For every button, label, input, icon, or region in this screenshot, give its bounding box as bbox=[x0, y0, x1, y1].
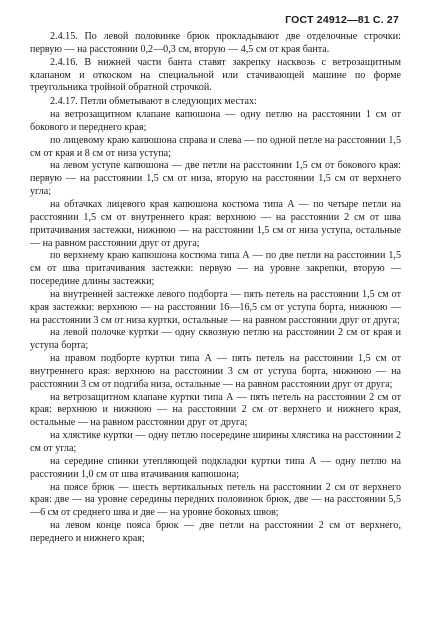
list-item: на ветрозащитном клапане куртки типа А — пять петель на расстоянии 2 см от края: верхнюю и нижнюю — на расстоянии 2 см от верхнего и нижнего края, остальные — на равном расстоянии друг от друга; bbox=[30, 391, 401, 429]
running-head: ГОСТ 24912—81 С. 27 bbox=[285, 14, 399, 26]
list-item: на левом уступе капюшона — две петли на расстоянии 1,5 см от бокового края: первую — на расстоянии 1,5 см от низа, вторую на расстоянии 1,5 см от верхнего угла; bbox=[30, 160, 401, 198]
list-item: по верхнему краю капюшона костюма типа А — по две петли на расстоянии 1,5 см от шва притачивания застежки: первую — на уровне закрепки, вторую — посередине длины застежки; bbox=[30, 250, 401, 288]
list-item: на ветрозащитном клапане капюшона — одну петлю на расстоянии 1 см от бокового и переднего края; bbox=[30, 109, 401, 133]
list-item: на хлястике куртки — одну петлю посередине ширины хлястика на расстоянии 2 см от угла; bbox=[30, 430, 401, 454]
body-text bbox=[30, 31, 401, 546]
list-item: на правом подборте куртки типа А — пять петель на расстоянии 1,5 см от внутреннего края: верхнюю на расстоянии 3 см от уступа борта, нижнюю — на расстоянии 3 см от подгиба низа, остальные — на равном расстоянии друг от друга; bbox=[30, 353, 401, 390]
list-item: на внутренней застежке левого подборта — пять петель на расстоянии 1,5 см от края застежки: верхнюю — на расстоянии 16—16,5 см от уступа борта, нижнюю — на расстоянии 3 см от низа куртки, остальные — на равном расстоянии друг от друга; bbox=[30, 288, 401, 326]
list-item: на обтачках лицевого края капюшона костюма типа А — по четыре петли на расстоянии 1,5 см от внутреннего края: верхнюю — на расстоянии 2 см от шва притачивания застежки, нижнюю — на расстоянии 1,5 см от низа уступа, остальные — на равном расстоянии друг от друга; bbox=[30, 198, 401, 249]
list-item: на левом конце пояса брюк — две петли на расстоянии 2 см от верхнего, переднего и нижнего края; bbox=[30, 520, 401, 544]
paragraph-2-4-15: 2.4.15. По левой половинке брюк прокладывают две отделочные строчки: первую — на расстоянии 0,2—0,3 см, вторую — 4,5 см от края банта. bbox=[30, 31, 401, 55]
list-item: на середине спинки утепляющей подкладки куртки типа А — одну петлю на расстоянии 1,0 см от шва втачивания капюшона; bbox=[30, 455, 401, 480]
paragraph-2-4-16: 2.4.16. В нижней части банта ставят закрепку насквозь с ветрозащитным клапаном и откоском на специальной или стачивающей машине по форме треугольника тройной обратной строчкой. bbox=[30, 56, 401, 94]
list-item: по лицевому краю капюшона справа и слева — по одной петле на расстоянии 1,5 см от края и 8 см от низа уступа; bbox=[30, 134, 401, 159]
paragraph-2-4-17-heading: 2.4.17. Петли обметывают в следующих местах: bbox=[50, 96, 257, 108]
list-item: на левой полочке куртки — одну сквозную петлю на расстоянии 2 см от края и уступа борта; bbox=[30, 327, 401, 352]
list-item: на поясе брюк — шесть вертикальных петель на расстоянии 2 см от верхнего края: две — на уровне середины передних половинок брюк, две — на расстоянии 5,5—6 см от среднего шва и две — на уровне боковых швов; bbox=[30, 481, 401, 519]
